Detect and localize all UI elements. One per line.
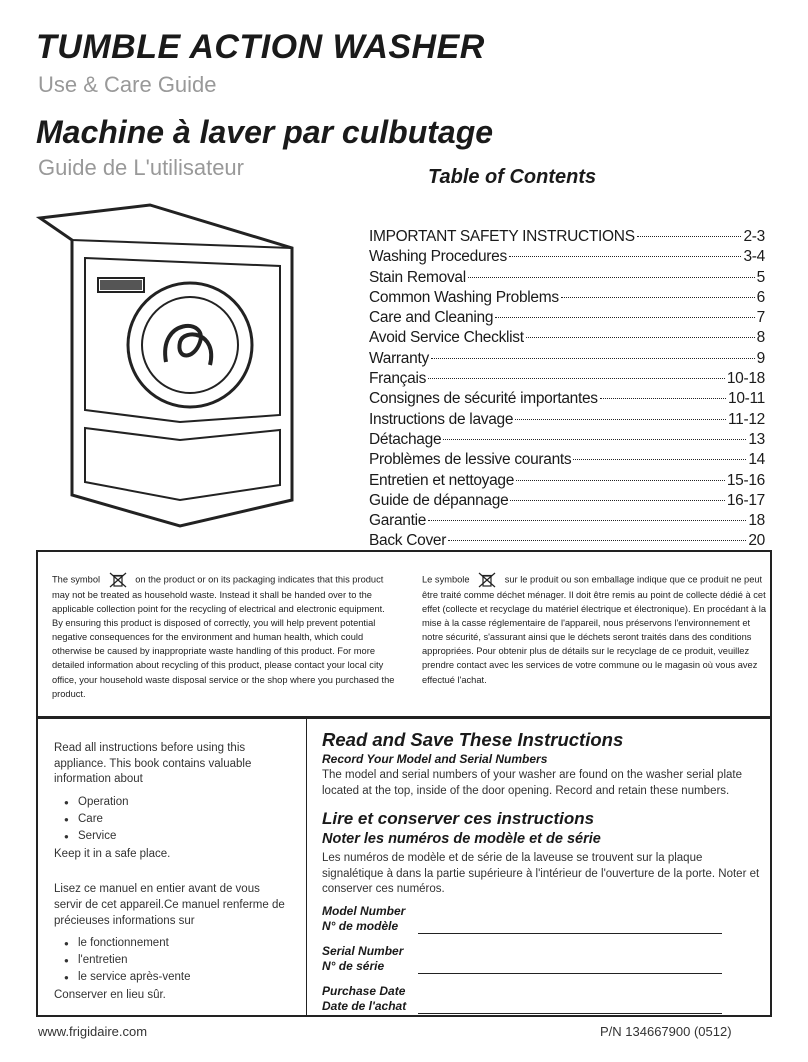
keep-note-en: Keep it in a safe place. [54, 847, 171, 860]
toc-label: Français [369, 370, 427, 388]
toc-label: Washing Procedures [369, 248, 507, 266]
document-title: TUMBLE ACTION WASHER [36, 28, 485, 66]
recycling-notice-en [52, 572, 398, 701]
recycling-notice-box [36, 550, 772, 718]
field-label-fr: Date de l'achat [322, 998, 407, 1013]
serial-number-field[interactable] [322, 944, 762, 978]
toc-page: 7 [756, 309, 765, 327]
instructions-box [36, 717, 772, 1017]
toc-label: Guide de dépannage [369, 491, 509, 509]
field-label-fr: N° de modèle [322, 918, 399, 933]
toc-item[interactable] [369, 350, 765, 370]
table-of-contents [369, 228, 765, 553]
record-numbers-text: The model and serial numbers of your washer are found on the washer serial plate located at the top, inside of the door opening. Record and retain these numbers. [322, 769, 742, 797]
toc-item[interactable] [369, 390, 765, 410]
toc-page: 11-12 [728, 410, 765, 428]
toc-label: Stain Removal [369, 268, 466, 286]
field-label-fr: N° de série [322, 958, 385, 973]
toc-item[interactable] [369, 431, 765, 451]
record-numbers-text-fr: Les numéros de modèle et de série de la laveuse se trouvent sur la plaque signalétique à dans la partie supérieure à l'intérieur de l'ouverture de la porte. Noter et conserver ces numéros. [322, 852, 760, 896]
keep-note-fr: Conserver en lieu sûr. [54, 989, 166, 1002]
model-number-field[interactable] [322, 904, 762, 938]
toc-page: 14 [748, 451, 765, 469]
crossed-bin-icon [478, 572, 496, 588]
toc-page: 13 [748, 430, 765, 448]
toc-item[interactable] [369, 492, 765, 512]
toc-page: 16-17 [726, 491, 765, 509]
list-item: ● Service [64, 828, 286, 845]
toc-page: 3-4 [743, 248, 765, 266]
toc-page: 10-18 [726, 370, 765, 388]
write-in-line[interactable] [418, 933, 722, 934]
toc-label: Instructions de lavage [369, 410, 514, 428]
recycling-notice-fr [422, 572, 768, 687]
topics-list-en [54, 794, 286, 845]
document-subtitle: Use & Care Guide [38, 72, 217, 97]
document-title-fr: Machine à laver par culbutage [36, 114, 494, 150]
crossed-bin-icon [109, 572, 127, 588]
document-subtitle-fr: Guide de L'utilisateur [38, 155, 244, 180]
website-link[interactable]: www.frigidaire.com [38, 1024, 148, 1039]
toc-item[interactable] [369, 248, 765, 268]
field-label-en: Serial Number [322, 943, 404, 958]
toc-item[interactable] [369, 289, 765, 309]
write-in-line[interactable] [418, 1013, 722, 1014]
washer-illustration [30, 200, 320, 530]
toc-label: IMPORTANT SAFETY INSTRUCTIONS [369, 228, 635, 245]
recycling-text-fr: sur le produit ou son emballage indique que ce produit ne peut être traité comme déchet ménager. Il doit être remis au point de collecte dédié à cet effet (collecte et recyclage du matériel électrique et électronique). En procédant à la mise à la casse réglementaire de l'appareil, nous préservons l'environnement et notre sécurité, s'assurant ainsi que le déchets seront traités dans des conditions appropriées. Pour obtenir plus de détails sur le recyclage de ce produit, veuillez prendre contact avec les services de votre commune ou le magasin où vous avez effectué l'achat. [422, 574, 767, 685]
toc-item[interactable] [369, 370, 765, 390]
purchase-date-field[interactable] [322, 984, 762, 1018]
toc-item[interactable] [369, 309, 765, 329]
read-save-heading-fr: Lire et conserver ces instructions [322, 809, 595, 829]
toc-item[interactable] [369, 269, 765, 289]
list-item: ● le service après-vente [64, 969, 286, 986]
toc-page: 20 [748, 532, 765, 550]
toc-page: 8 [756, 329, 765, 347]
column-divider [306, 719, 307, 1015]
toc-label: Entretien et nettoyage [369, 471, 515, 489]
record-numbers-subheading: Record Your Model and Serial Numbers [322, 752, 548, 766]
list-item: ● le fonctionnement [64, 935, 286, 952]
toc-label: Warranty [369, 349, 429, 367]
list-item: ● l'entretien [64, 952, 286, 969]
recycling-text-en: on the product or on its packaging indicates that this product may not be treated as household waste. Instead it shall be handed over to the applicable collection point for the recycling of electrical and electronic equipment. By ensuring this product is disposed of correctly, you will help prevent potential negative consequences for the environment and human health, which could otherwise be caused by inappropriate waste handling of this product. For more detailed information about recycling of this product, please contact your local city office, your household waste disposal service or the shop where you purchased the product. [52, 574, 395, 699]
toc-label: Consignes de sécurité importantes [369, 390, 598, 408]
toc-page: 15-16 [726, 471, 765, 489]
field-label-en: Model Number [322, 903, 406, 918]
recycling-text-fr-pre: Le symbole [422, 574, 470, 585]
toc-page: 10-11 [728, 390, 765, 408]
list-item: ● Operation [64, 794, 286, 811]
toc-label: Common Washing Problems [369, 288, 559, 306]
toc-item[interactable] [369, 512, 765, 532]
toc-item[interactable] [369, 228, 765, 248]
intro-fr: Lisez ce manuel en entier avant de vous servir de cet appareil.Ce manuel renferme de précieuses informations sur [54, 883, 285, 927]
toc-label: Problèmes de lessive courants [369, 451, 572, 469]
toc-page: 5 [756, 268, 765, 286]
record-numbers-subheading-fr: Noter les numéros de modèle et de série [322, 831, 601, 848]
recycling-text-en-pre: The symbol [52, 574, 101, 585]
part-number: P/N 134667900 (0512) [600, 1024, 732, 1039]
toc-item[interactable] [369, 472, 765, 492]
read-instructions-column [54, 741, 286, 1004]
toc-label: Back Cover [369, 532, 447, 550]
topics-list-fr [54, 935, 286, 986]
field-label-en: Purchase Date [322, 983, 406, 998]
record-numbers-column [322, 729, 762, 1018]
read-save-heading: Read and Save These Instructions [322, 729, 624, 750]
toc-item[interactable] [369, 329, 765, 349]
toc-label: Care and Cleaning [369, 309, 494, 327]
toc-heading: Table of Contents [428, 166, 597, 188]
toc-page: 2-3 [743, 228, 765, 245]
intro-en: Read all instructions before using this appliance. This book contains valuable information about [54, 742, 252, 786]
toc-label: Détachage [369, 430, 442, 448]
toc-page: 18 [748, 512, 765, 530]
list-item: ● Care [64, 811, 286, 828]
toc-label: Avoid Service Checklist [369, 329, 524, 347]
toc-label: Garantie [369, 512, 427, 530]
toc-item[interactable] [369, 451, 765, 471]
toc-page: 9 [756, 349, 765, 367]
toc-item[interactable] [369, 411, 765, 431]
write-in-line[interactable] [418, 973, 722, 974]
toc-page: 6 [756, 288, 765, 306]
